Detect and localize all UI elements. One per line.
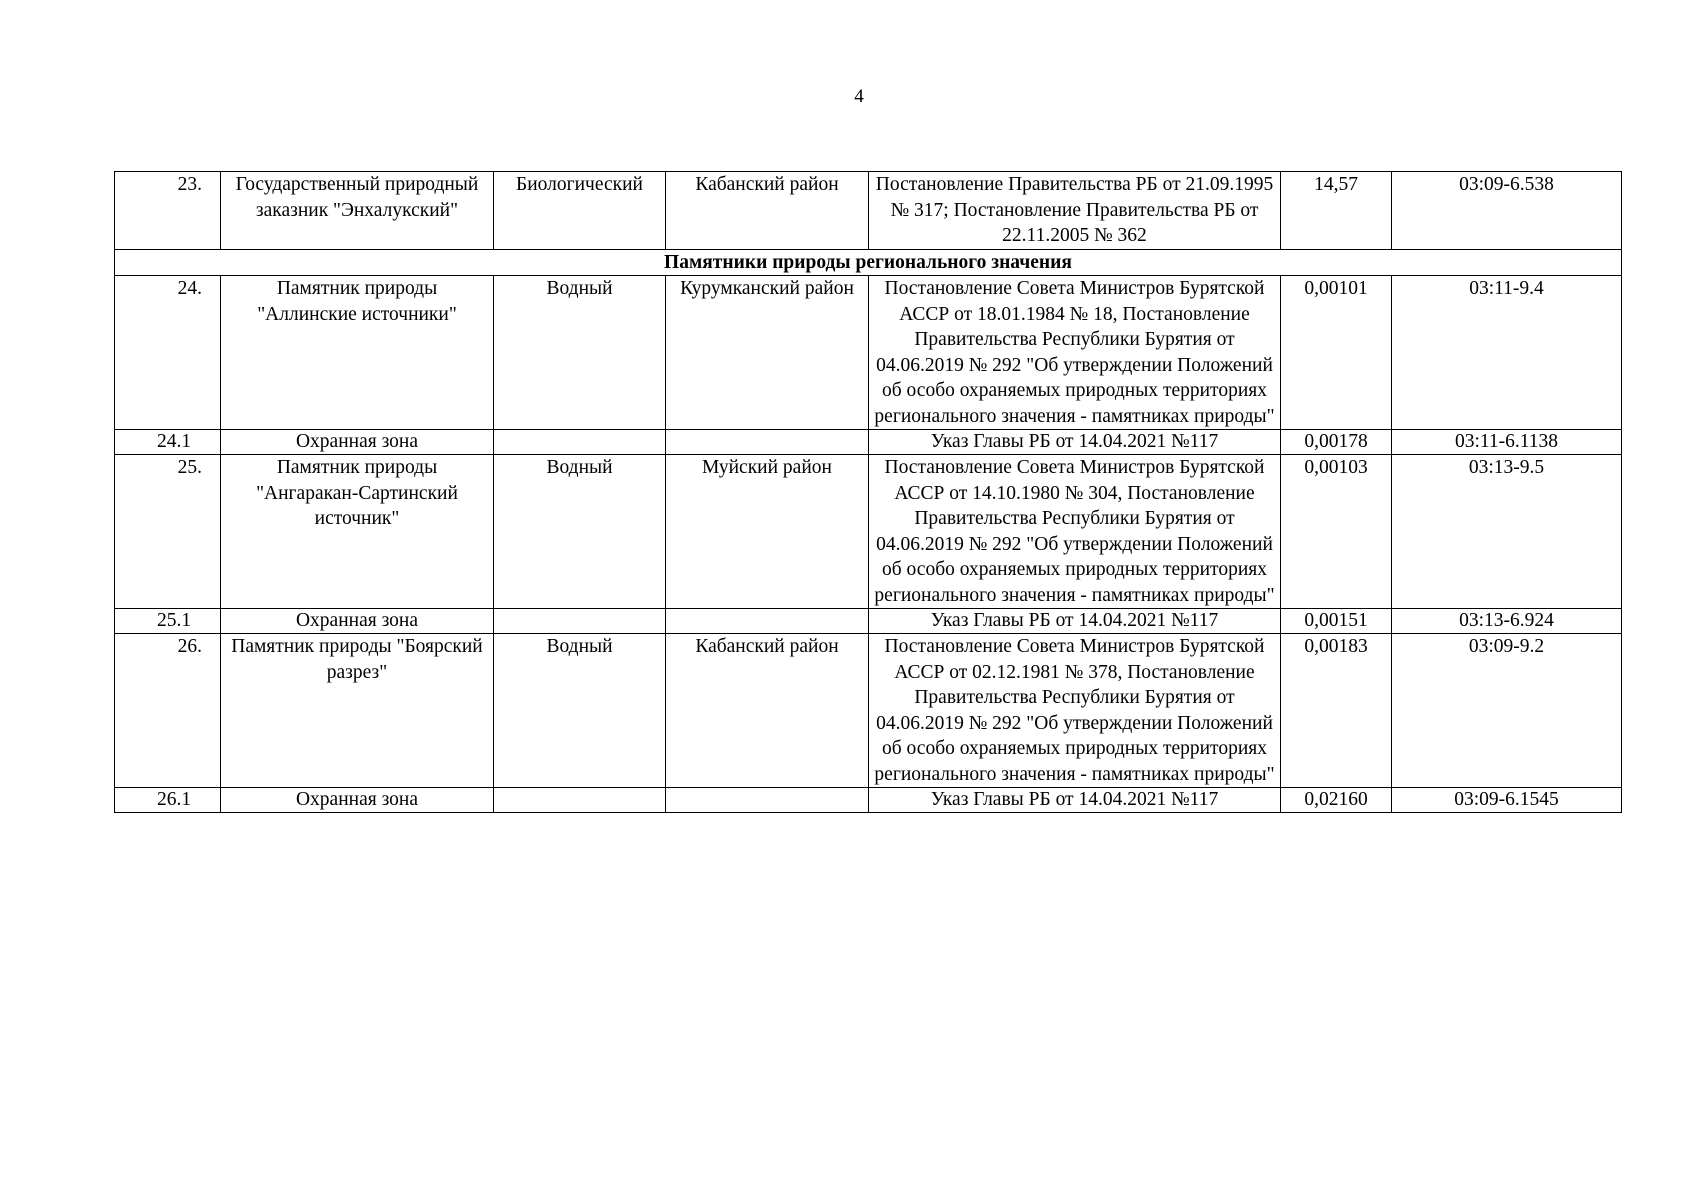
area-size: 0,00151: [1281, 609, 1392, 634]
registry-number: 03:09-9.2: [1392, 634, 1622, 788]
registry-number: 03:13-6.924: [1392, 609, 1622, 634]
area-profile: [494, 609, 666, 634]
table-row: [115, 172, 1622, 250]
legal-document: Указ Главы РБ от 14.04.2021 №117: [869, 430, 1281, 455]
legal-document: Постановление Совета Министров Бурятской АССР от 02.12.1981 № 378, Постановление Правительства Республики Бурятия от 04.06.2019 № 292 "Об утверждении Положений об особо охраняемых природных территориях регионального значения - памятниках природы": [869, 634, 1281, 788]
area-size: 14,57: [1281, 172, 1392, 250]
legal-document: Постановление Правительства РБ от 21.09.1995 № 317; Постановление Правительства РБ от 22.11.2005 № 362: [869, 172, 1281, 250]
area-size: 0,00103: [1281, 455, 1392, 609]
row-number: 26.: [115, 634, 221, 788]
legal-document: Постановление Совета Министров Бурятской АССР от 18.01.1984 № 18, Постановление Правительства Республики Бурятия от 04.06.2019 № 292 "Об утверждении Положений об особо охраняемых природных территориях регионального значения - памятниках природы": [869, 276, 1281, 430]
area-name: Охранная зона: [221, 788, 494, 813]
area-district: Муйский район: [666, 455, 869, 609]
area-profile: Водный: [494, 455, 666, 609]
registry-number: 03:13-9.5: [1392, 455, 1622, 609]
area-profile: Водный: [494, 276, 666, 430]
area-profile: [494, 430, 666, 455]
row-number: 25.1: [115, 609, 221, 634]
row-number: 24.1: [115, 430, 221, 455]
area-name: Охранная зона: [221, 609, 494, 634]
area-profile: Водный: [494, 634, 666, 788]
row-number: 23.: [115, 172, 221, 250]
protected-areas-table: [114, 171, 1622, 813]
table-row: [115, 455, 1622, 609]
registry-number: 03:09-6.1545: [1392, 788, 1622, 813]
area-size: 0,00178: [1281, 430, 1392, 455]
area-name: Охранная зона: [221, 430, 494, 455]
area-size: 0,00183: [1281, 634, 1392, 788]
table-body: [115, 172, 1622, 813]
area-district: [666, 788, 869, 813]
area-name: Памятник природы "Аллинские источники": [221, 276, 494, 430]
area-profile: [494, 788, 666, 813]
row-number: 24.: [115, 276, 221, 430]
area-size: 0,02160: [1281, 788, 1392, 813]
area-district: Кабанский район: [666, 634, 869, 788]
buffer-zone-row: [115, 788, 1622, 813]
section-header-row: [115, 249, 1622, 276]
section-title: Памятники природы регионального значения: [115, 249, 1622, 276]
area-district: [666, 430, 869, 455]
buffer-zone-row: [115, 430, 1622, 455]
area-name: Государственный природный заказник "Энхалукский": [221, 172, 494, 250]
row-number: 26.1: [115, 788, 221, 813]
legal-document: Указ Главы РБ от 14.04.2021 №117: [869, 609, 1281, 634]
legal-document: Указ Главы РБ от 14.04.2021 №117: [869, 788, 1281, 813]
table-row: [115, 276, 1622, 430]
area-name: Памятник природы "Боярский разрез": [221, 634, 494, 788]
registry-number: 03:09-6.538: [1392, 172, 1622, 250]
area-district: Курумканский район: [666, 276, 869, 430]
area-name: Памятник природы "Ангаракан-Сартинский источник": [221, 455, 494, 609]
legal-document: Постановление Совета Министров Бурятской АССР от 14.10.1980 № 304, Постановление Правительства Республики Бурятия от 04.06.2019 № 292 "Об утверждении Положений об особо охраняемых природных территориях регионального значения - памятниках природы": [869, 455, 1281, 609]
area-district: Кабанский район: [666, 172, 869, 250]
table-row: [115, 634, 1622, 788]
page-number: 4: [854, 86, 864, 107]
area-profile: Биологический: [494, 172, 666, 250]
area-size: 0,00101: [1281, 276, 1392, 430]
registry-number: 03:11-6.1138: [1392, 430, 1622, 455]
area-district: [666, 609, 869, 634]
registry-number: 03:11-9.4: [1392, 276, 1622, 430]
row-number: 25.: [115, 455, 221, 609]
buffer-zone-row: [115, 609, 1622, 634]
